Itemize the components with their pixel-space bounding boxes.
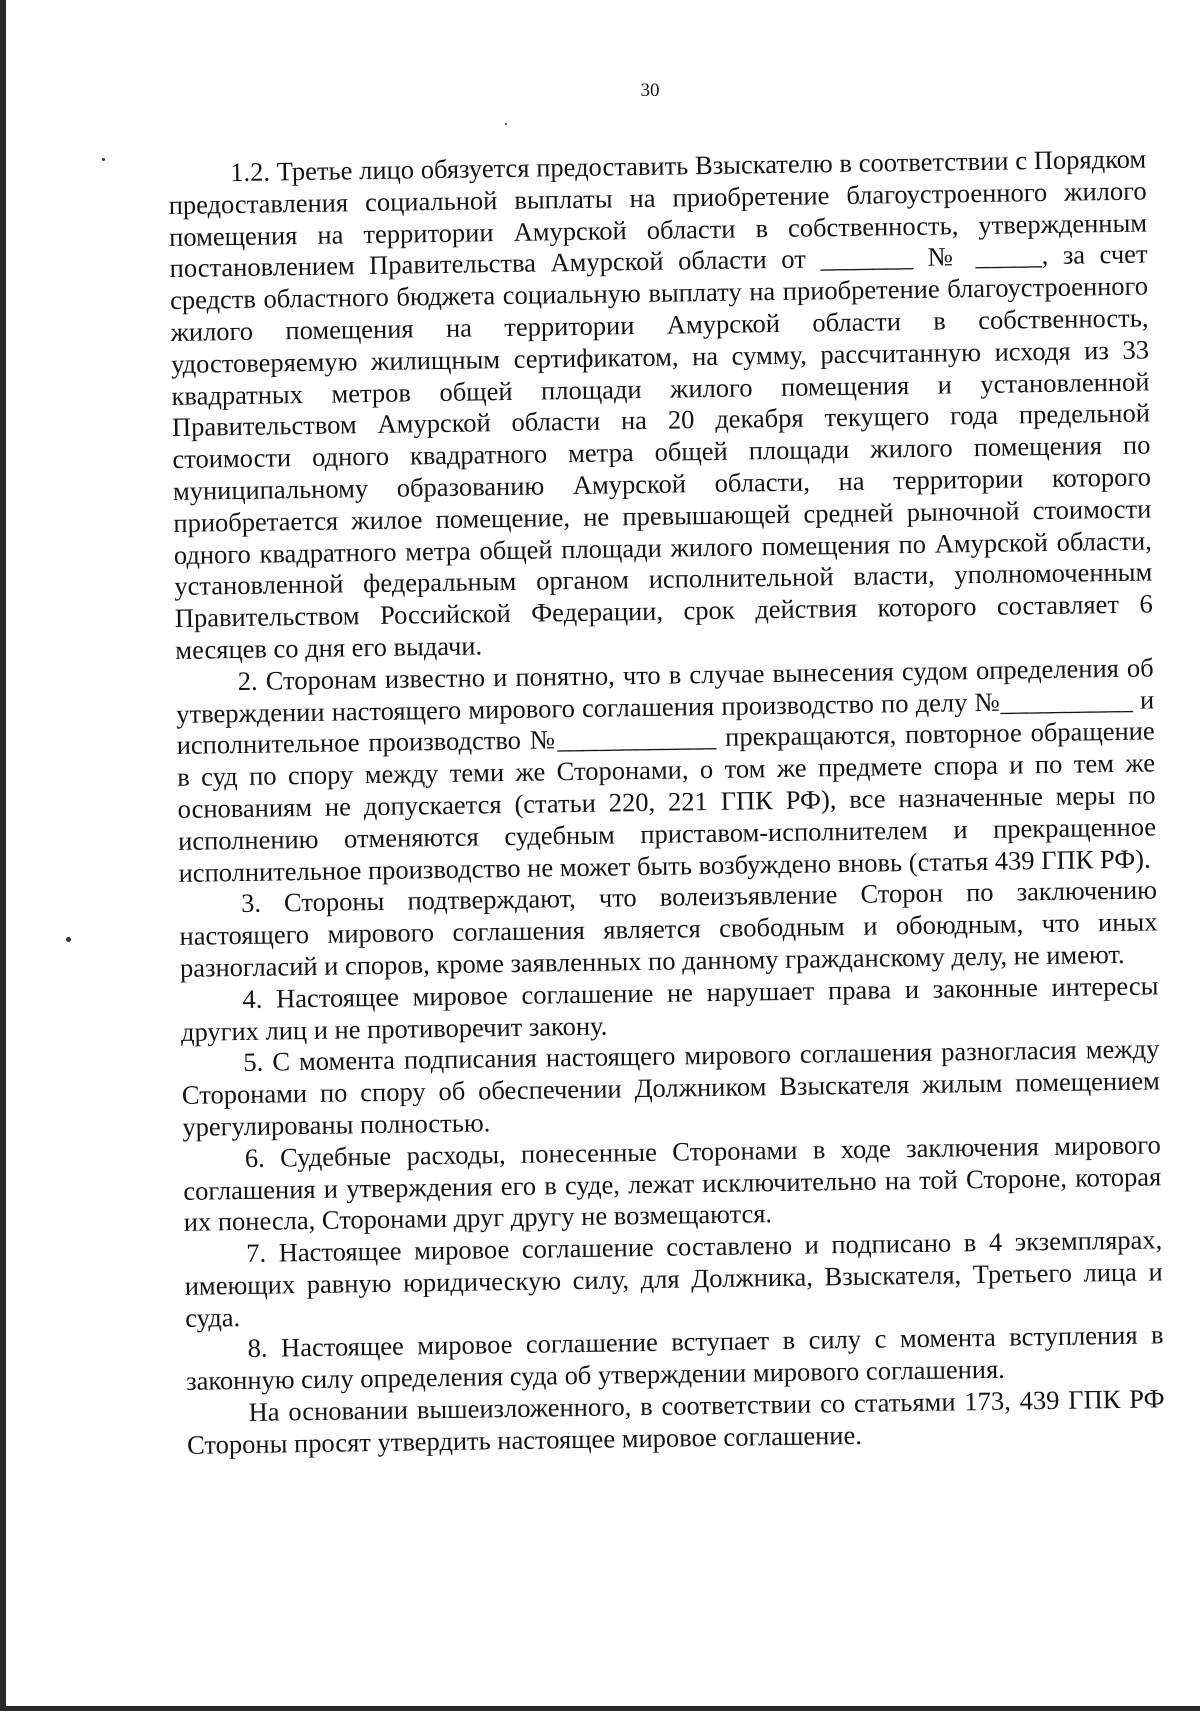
document-body [168,143,1165,1461]
scan-speck [66,937,71,942]
clause-2: 2. Сторонам известно и понятно, что в случае вынесения судом определения об утверждении настоящего мирового соглашения производство по делу №__________ и исполнительное производство №____________ прекращаются, повторное обращение в суд по спору между теми же Сторонами, о том же предмете спора и по тем же основаниям не допускается (статьи 220, 221 ГПК РФ), все назначенные меры по исполнению отменяются судебным приставом-исполнителем и прекращенное исполнительное производство не может быть возбуждено вновь (статья 439 ГПК РФ). [176,652,1157,888]
scan-border-bottom [0,1706,1200,1711]
clause-4: 4. Настоящее мировое соглашение не нарушает права и законные интересы других лиц и не противоречит закону. [180,970,1159,1047]
clause-1-2: 1.2. Третье лицо обязуется предоставить Взыскателю в соответствии с Порядком предоставления социальной выплаты на приобретение благоустроенного жилого помещения на территории Амурской области в собственность, утвержденным постановлением Правительства Амурской области от _______ № _____, за счет средств областного бюджета социальную выплату на приобретение благоустроенного жилого помещения на территории Амурской области в собственность, удостоверяемую жилищным сертификатом, на сумму, рассчитанную исходя из 33 квадратных метров общей площади жилого помещения и установленной Правительством Амурской области на 20 декабря текущего года предельной стоимости одного квадратного метра общей площади жилого помещения по муниципальному образованию Амурской области, на территории которого приобретается жилое помещение, не превышающей средней рыночной стоимости одного квадратного метра общей площади жилого помещения по Амурской области, установленной федеральным органом исполнительной власти, уполномоченным Правительством Российской Федерации, срок действия которого составляет 6 месяцев со дня его выдачи. [168,143,1153,665]
clause-7: 7. Настоящее мировое соглашение составлено и подписано в 4 экземплярах, имеющих равную юридическую силу, для Должника, Взыскателя, Третьего лица и суда. [184,1224,1163,1333]
clause-8: 8. Настоящее мировое соглашение вступает в силу с момента вступления в законную силу определения суда об утверждении мирового соглашения. [185,1319,1164,1397]
scan-speck [505,123,507,125]
scan-border-left [0,0,6,1711]
closing-paragraph: На основании вышеизложенного, в соответствии со статьями 173, 439 ГПК РФ Стороны просят утвердить настоящее мировое соглашение. [186,1383,1165,1460]
scan-speck [102,158,105,161]
clause-6: 6. Судебные расходы, понесенные Сторонами в ходе заключения мирового соглашения и утверждения его в суде, лежат исключительно на той Стороне, которая их понесла, Сторонами друг другу не возмещаются. [183,1129,1162,1238]
clause-3: 3. Стороны подтверждают, что волеизъявление Сторон по заключению настоящего мирового соглашения является свободным и обоюдным, что иных разногласий и споров, кроме заявленных по данному гражданскому делу, не имеют. [179,874,1158,983]
clause-5: 5. С момента подписания настоящего мирового соглашения разногласия между Сторонами по спору об обеспечении Должником Взыскателя жилым помещением урегулированы полностью. [181,1033,1161,1142]
page-number: 30 [640,80,660,101]
